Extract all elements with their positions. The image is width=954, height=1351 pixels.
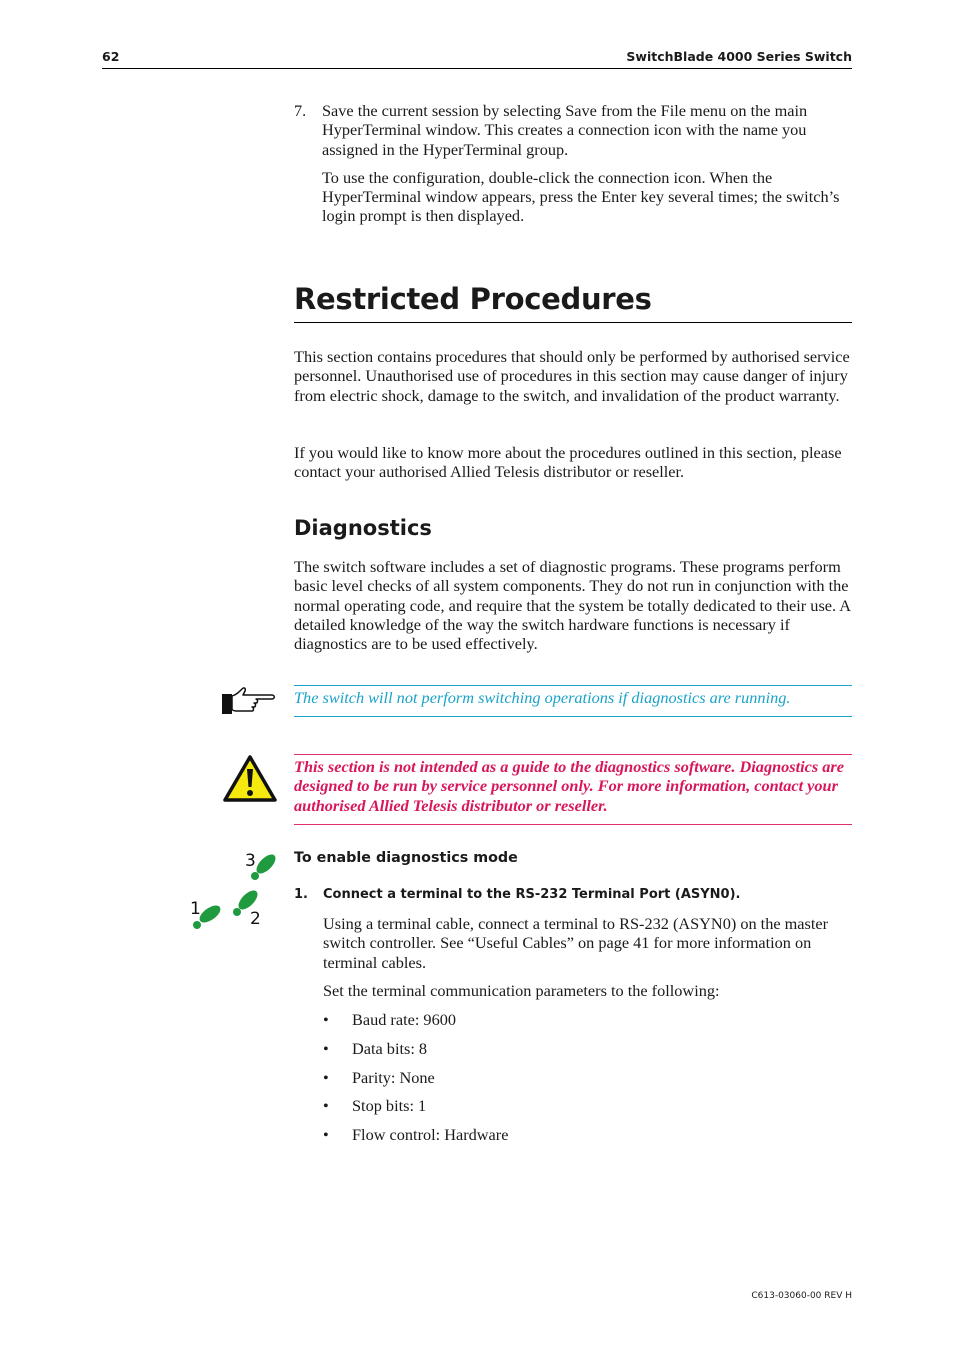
section-paragraph-1: This section contains procedures that should only be performed by authorised service personnel. Unauthorised use of procedures in this section may cause danger of injury from electric shock, damage to the switch, and invalidation of the product warranty.: [294, 347, 850, 405]
list-item-text: Stop bits: 1: [352, 1096, 427, 1116]
warning-rule-bottom: [294, 824, 852, 825]
diagnostics-heading: Diagnostics: [294, 516, 432, 540]
list-item-text: Flow control: Hardware: [352, 1125, 509, 1145]
section-paragraph-2: If you would like to know more about the procedures outlined in this section, please contact your authorised Allied Telesis distributor or reseller.: [294, 443, 842, 482]
note-rule-top: [294, 685, 852, 686]
running-title: SwitchBlade 4000 Series Switch: [626, 49, 852, 64]
step-1-paragraph-2: Set the terminal communication parameters to the following:: [323, 981, 720, 1000]
section-title-rule: [294, 322, 852, 323]
bullet-icon: •: [323, 1125, 329, 1145]
list-item-text: Data bits: 8: [352, 1038, 428, 1058]
warning-triangle-icon: [222, 754, 278, 809]
diagnostics-paragraph: The switch software includes a set of diagnostic programs. These programs perform basic level checks of all system components. They do not run in conjunction with the normal operating code, and require that the system be totally dedicated to their use. A detailed knowledge of the way the switch hardware functions is necessary if diagnostics are to be used effectively.: [294, 557, 851, 654]
step-icon-label-2: 2: [250, 909, 261, 929]
bullet-icon: •: [323, 1067, 329, 1087]
step-7-followup: To use the configuration, double-click the connection icon. When the HyperTerminal window appears, press the Enter key several times; the switch’s login prompt is then displayed.: [322, 167, 840, 226]
pointing-hand-icon: [220, 684, 278, 721]
step-1-title: Connect a terminal to the RS-232 Terminal Port (ASYN0).: [323, 887, 741, 902]
bullet-icon: •: [323, 1096, 329, 1116]
bullet-icon: •: [323, 1038, 329, 1058]
step-7-number: 7.: [294, 101, 307, 120]
bullet-icon: •: [323, 1010, 329, 1029]
procedure-title: To enable diagnostics mode: [294, 850, 518, 866]
step-1-paragraph-1: Using a terminal cable, connect a terminal to RS-232 (ASYN0) on the master switch controller. See “Useful Cables” on page 41 for more information on terminal cables.: [323, 914, 829, 972]
note-rule-bottom: [294, 716, 852, 717]
document-id: C613-03060-00 REV H: [751, 1291, 852, 1301]
warning-rule-top: [294, 754, 852, 755]
header-rule: [102, 68, 852, 69]
step-icon-label-3: 3: [245, 851, 256, 871]
list-item-text: Baud rate: 9600: [352, 1010, 456, 1029]
step-7: [294, 101, 854, 226]
list-item-text: Parity: None: [352, 1067, 435, 1087]
section-title: Restricted Procedures: [294, 282, 652, 316]
note-text: The switch will not perform switching operations if diagnostics are running.: [294, 688, 791, 707]
page-number: 62: [102, 49, 120, 64]
step-7-text: Save the current session by selecting Save from the File menu on the main HyperTerminal window. This creates a connection icon with the name you assigned in the HyperTerminal group.: [322, 101, 808, 159]
step-icon-label-1: 1: [190, 899, 201, 919]
footsteps-icon: [186, 848, 278, 937]
step-1-number: 1.: [294, 887, 308, 902]
warning-text: This section is not intended as a guide to the diagnostics software. Diagnostics are designed to be run by service personnel only. For more information, contact your authorised Allied Telesis distributor or reseller.: [294, 757, 844, 815]
